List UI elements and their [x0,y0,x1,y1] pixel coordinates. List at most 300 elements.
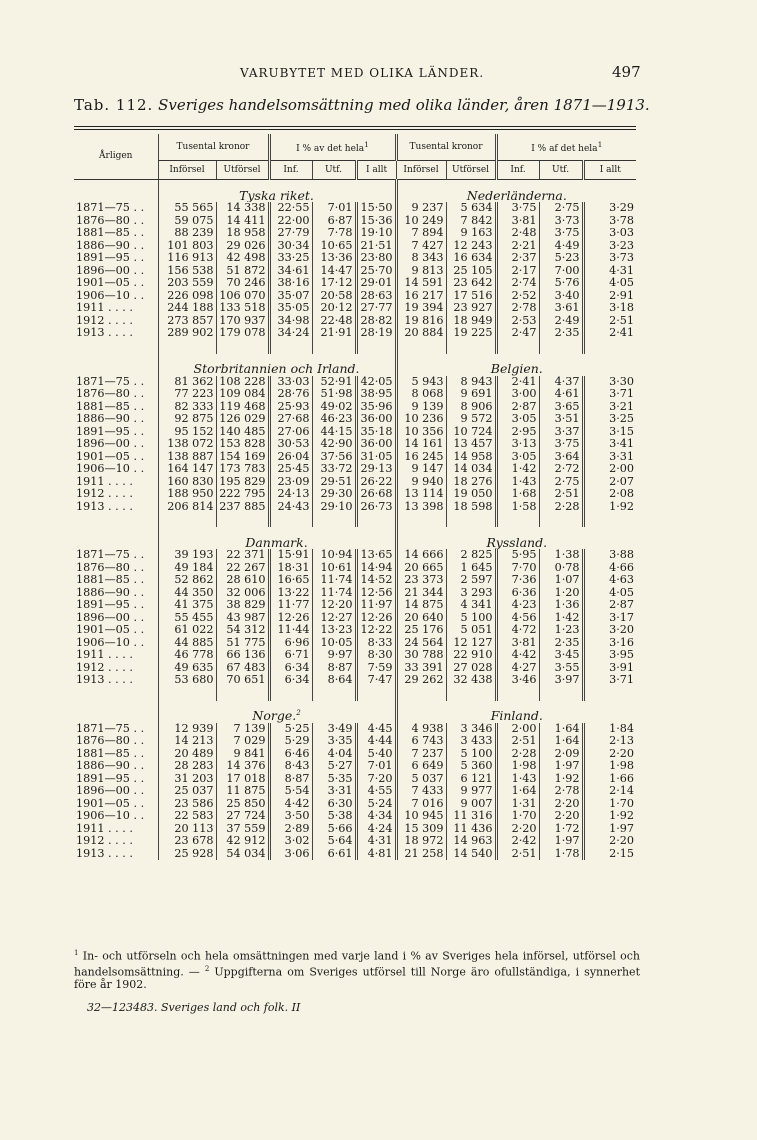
value-cell: 95 152 [158,426,216,439]
value-cell: 38·16 [269,277,312,290]
value-cell: 9 572 [446,413,496,426]
value-cell: 1·97 [539,760,583,773]
value-cell: 4·23 [496,599,539,612]
year-cell: 1871—75 . . [76,375,145,388]
value-cell: 3·71 [583,388,636,401]
value-cell: 70 246 [216,277,269,290]
value-cell: 1·64 [496,785,539,798]
value-cell: 6 649 [396,760,446,773]
value-cell: 3·55 [539,662,583,675]
year-cell: 1901—05 . . [76,624,145,636]
value-cell: 3·05 [496,451,539,464]
value-cell: 9 237 [396,202,446,215]
value-cell: 2·51 [496,848,539,861]
value-cell: 4·31 [356,835,396,848]
value-cell: 12 243 [446,240,496,253]
year-cell: 1913 . . . . [76,500,133,513]
value-cell: 13·65 [356,549,396,562]
table-row [74,327,636,340]
value-cell: 29·01 [356,277,396,290]
value-cell: 41 375 [158,599,216,612]
year-cell: 1901—05 . . [76,450,145,463]
value-cell: 30 788 [396,649,446,662]
table-row [74,277,636,290]
value-cell: 52·91 [312,376,356,389]
value-cell: 9 163 [446,227,496,240]
country-name-right-text: Finland. [490,708,543,723]
value-cell: 23 373 [396,574,446,587]
table-row [74,476,636,489]
value-cell: 3 293 [446,587,496,600]
value-cell: 6·30 [312,798,356,811]
value-cell: 2·75 [539,202,583,215]
table-row [74,798,636,811]
value-cell: 3·75 [539,438,583,451]
value-cell: 27·06 [269,426,312,439]
year-cell: 1896—00 . . [76,611,145,624]
value-cell: 173 783 [216,463,269,476]
percent-header-left [269,134,396,161]
value-cell: 12·27 [312,612,356,625]
value-cell: 2·28 [496,748,539,761]
value-cell: 23·80 [356,252,396,265]
country-name-left-text: Storbritannien och Irland. [193,361,360,376]
trade-table [74,134,636,860]
footnote-mark: 1 [597,140,603,149]
value-cell: 3·05 [496,413,539,426]
value-cell: 3·21 [583,401,636,414]
value-cell: 55 565 [158,202,216,215]
value-cell: 1·97 [539,835,583,848]
value-cell: 22·48 [312,315,356,328]
value-cell: 16·65 [269,574,312,587]
value-cell: 26·04 [269,451,312,464]
value-cell: 21 344 [396,587,446,600]
value-cell: 77 223 [158,388,216,401]
value-cell: 1·42 [539,612,583,625]
section-header-row [74,527,636,549]
value-cell: 25·45 [269,463,312,476]
year-cell: 1876—80 . . [76,735,145,747]
year-cell: 1896—00 . . [76,785,145,797]
table-row [74,810,636,823]
value-cell: 3·50 [269,810,312,823]
table-row [74,612,636,625]
value-cell: 14·47 [312,265,356,278]
value-cell: 3·81 [496,215,539,228]
value-cell: 7·78 [312,227,356,240]
value-cell: 17 018 [216,773,269,786]
value-cell: 12·26 [269,612,312,625]
value-cell: 3·97 [539,674,583,687]
value-cell: 2·87 [583,599,636,612]
thousands-header-right: Tusental kronor [396,134,496,161]
table-row [74,662,636,675]
value-cell: 7 139 [216,723,269,736]
table-row [74,549,636,562]
value-cell: 29·30 [312,488,356,501]
value-cell: 34·61 [269,265,312,278]
value-cell: 222 795 [216,488,269,501]
value-cell: 2·78 [496,302,539,315]
value-cell: 7 016 [396,798,446,811]
value-cell: 3·02 [269,835,312,848]
footnote-mark-2: 2 [204,964,210,973]
value-cell: 2·13 [583,735,636,748]
value-cell: 8·30 [356,649,396,662]
value-cell: 4·44 [356,735,396,748]
footnote-mark: 2 [296,708,301,717]
value-cell: 5 100 [446,748,496,761]
value-cell: 67 483 [216,662,269,675]
value-cell: 22 583 [158,810,216,823]
value-cell: 2·74 [496,277,539,290]
value-cell: 13·23 [312,624,356,637]
value-cell: 51 872 [216,265,269,278]
value-cell: 5·76 [539,277,583,290]
value-cell: 25 850 [216,798,269,811]
value-cell: 3·41 [583,438,636,451]
value-cell: 49 184 [158,562,216,575]
value-cell: 1·97 [583,823,636,836]
value-cell: 10·61 [312,562,356,575]
table-row [74,463,636,476]
year-cell: 1886—90 . . [76,413,145,425]
value-cell: 11·97 [356,599,396,612]
value-cell: 1·58 [496,501,539,514]
imprint [87,1001,300,1014]
value-cell: 7 427 [396,240,446,253]
value-cell: 20·58 [312,290,356,303]
table-row [74,823,636,836]
value-cell: 5·24 [356,798,396,811]
value-cell: 44 350 [158,587,216,600]
value-cell: 7 433 [396,785,446,798]
value-cell: 38·95 [356,388,396,401]
value-cell: 203 559 [158,277,216,290]
value-cell: 19 816 [396,315,446,328]
value-cell: 27 028 [446,662,496,675]
year-cell: 1891—95 . . [76,252,145,264]
value-cell: 273 857 [158,315,216,328]
table-row [74,227,636,240]
value-cell: 9 139 [396,401,446,414]
value-cell: 179 078 [216,327,269,340]
value-cell: 10 236 [396,413,446,426]
value-cell: 20 113 [158,823,216,836]
value-cell: 11·74 [312,574,356,587]
value-cell: 138 072 [158,438,216,451]
table-row [74,315,636,328]
exports-header: Utförsel [216,161,269,180]
value-cell: 12·26 [356,612,396,625]
year-cell: 1871—75 . . [76,722,145,735]
year-cell: 1911 . . . . [76,302,133,314]
value-cell: 26·68 [356,488,396,501]
value-cell: 6·61 [312,848,356,861]
value-cell: 61 022 [158,624,216,637]
value-cell: 1·92 [539,773,583,786]
stub-header: Årligen [74,134,158,180]
value-cell: 2·35 [539,327,583,340]
table-row [74,265,636,278]
value-cell: 2·48 [496,227,539,240]
section-header-row [74,354,636,376]
country-name-left-text: Norge. [252,708,297,723]
footnote-text-2: Uppgifterna om Sveriges utförsel till Norge äro ofullständiga, i synnerhet före år 1902. [74,965,640,992]
value-cell: 20 489 [158,748,216,761]
value-cell: 7·36 [496,574,539,587]
value-cell: 7 894 [396,227,446,240]
value-cell: 5 634 [446,202,496,215]
value-cell: 1·92 [583,810,636,823]
value-cell: 14 591 [396,277,446,290]
value-cell: 2·17 [496,265,539,278]
table-row [74,388,636,401]
value-cell: 4·24 [356,823,396,836]
value-cell: 16 217 [396,290,446,303]
value-cell: 226 098 [158,290,216,303]
page-number: 497 [612,63,641,81]
value-cell: 7·47 [356,674,396,687]
year-cell: 1881—85 . . [76,574,145,586]
value-cell: 3·49 [312,723,356,736]
value-cell: 126 029 [216,413,269,426]
value-cell: 1·64 [539,723,583,736]
value-cell: 24·13 [269,488,312,501]
footnote-mark-1: 1 [74,949,79,957]
value-cell: 1·43 [496,476,539,489]
total-header: I allt [583,161,636,180]
value-cell: 4·04 [312,748,356,761]
imports-header: Införsel [158,161,216,180]
value-cell: 4·81 [356,848,396,861]
value-cell: 4·34 [356,810,396,823]
value-cell: 153 828 [216,438,269,451]
value-cell: 27 724 [216,810,269,823]
value-cell: 88 239 [158,227,216,240]
year-cell: 1901—05 . . [76,797,145,810]
value-cell: 3·40 [539,290,583,303]
country-name-right-text: Ryssland. [486,534,548,549]
value-cell: 42 498 [216,252,269,265]
value-cell: 9 007 [446,798,496,811]
table-row [74,438,636,451]
value-cell: 11 436 [446,823,496,836]
country-name-right [396,527,636,549]
table-row [74,773,636,786]
year-cell: 1913 . . . . [76,327,133,339]
value-cell: 2·20 [583,748,636,761]
utf-header: Utf. [539,161,583,180]
value-cell: 3·13 [496,438,539,451]
value-cell: 82 333 [158,401,216,414]
value-cell: 8 943 [446,376,496,389]
value-cell: 14 034 [446,463,496,476]
value-cell: 32 438 [446,674,496,687]
value-cell: 7 029 [216,735,269,748]
value-cell: 14 958 [446,451,496,464]
value-cell: 28·76 [269,388,312,401]
value-cell: 6·36 [496,587,539,600]
table-row [74,848,636,861]
value-cell: 4 938 [396,723,446,736]
value-cell: 28 283 [158,760,216,773]
value-cell: 66 136 [216,649,269,662]
value-cell: 7·59 [356,662,396,675]
value-cell: 4·61 [539,388,583,401]
value-cell: 289 902 [158,327,216,340]
year-cell: 1891—95 . . [76,599,145,611]
value-cell: 30·34 [269,240,312,253]
value-cell: 14·52 [356,574,396,587]
value-cell: 237 885 [216,501,269,514]
value-cell: 10·94 [312,549,356,562]
value-cell: 3·71 [583,674,636,687]
value-cell: 28 610 [216,574,269,587]
value-cell: 15·36 [356,215,396,228]
value-cell: 25·93 [269,401,312,414]
value-cell: 3·88 [583,549,636,562]
value-cell: 8·43 [269,760,312,773]
value-cell: 2·95 [496,426,539,439]
value-cell: 4·05 [583,277,636,290]
year-cell: 1906—10 . . [76,636,145,649]
value-cell: 2·20 [539,798,583,811]
value-cell: 1·42 [496,463,539,476]
value-cell: 1·38 [539,549,583,562]
value-cell: 3·15 [583,426,636,439]
table-row [74,723,636,736]
value-cell: 4·66 [583,562,636,575]
table-row [74,501,636,514]
year-cell: 1871—75 . . [76,549,145,561]
value-cell: 43 987 [216,612,269,625]
value-cell: 2·51 [539,488,583,501]
country-name-left-text: Danmark. [245,534,308,549]
value-cell: 1·98 [496,760,539,773]
table-row [74,290,636,303]
value-cell: 2·37 [496,252,539,265]
value-cell: 16 634 [446,252,496,265]
value-cell: 33·03 [269,376,312,389]
value-cell: 3·91 [583,662,636,675]
value-cell: 51 775 [216,637,269,650]
value-cell: 4 341 [446,599,496,612]
value-cell: 2·52 [496,290,539,303]
value-cell: 27·79 [269,227,312,240]
value-cell: 14 963 [446,835,496,848]
value-cell: 10 945 [396,810,446,823]
value-cell: 10 724 [446,426,496,439]
year-cell: 1896—00 . . [76,264,145,277]
value-cell: 11 875 [216,785,269,798]
year-cell: 1912 . . . . [76,835,133,847]
value-cell: 206 814 [158,501,216,514]
value-cell: 12 939 [158,723,216,736]
value-cell: 54 312 [216,624,269,637]
table-row [74,760,636,773]
value-cell: 3·45 [539,649,583,662]
value-cell: 10 249 [396,215,446,228]
country-name-right [396,354,636,376]
value-cell: 27·68 [269,413,312,426]
table-row [74,574,636,587]
value-cell: 5·54 [269,785,312,798]
value-cell: 25 928 [158,848,216,861]
value-cell: 109 084 [216,388,269,401]
value-cell: 10·05 [312,637,356,650]
value-cell: 2·49 [539,315,583,328]
exports-header: Utförsel [446,161,496,180]
value-cell: 5 051 [446,624,496,637]
value-cell: 5·40 [356,748,396,761]
value-cell: 14 161 [396,438,446,451]
value-cell: 2·87 [496,401,539,414]
table-caption [74,96,650,114]
value-cell: 23·09 [269,476,312,489]
value-cell: 15 309 [396,823,446,836]
value-cell: 1·92 [583,501,636,514]
value-cell: 17·12 [312,277,356,290]
year-cell: 1896—00 . . [76,438,145,450]
value-cell: 5 100 [446,612,496,625]
value-cell: 81 362 [158,376,216,389]
value-cell: 5·64 [312,835,356,848]
section-header-row [74,701,636,723]
percent-header-right [496,134,636,161]
value-cell: 22·55 [269,202,312,215]
value-cell: 5·35 [312,773,356,786]
value-cell: 8 068 [396,388,446,401]
value-cell: 26·22 [356,476,396,489]
country-name-left [158,180,396,203]
value-cell: 42 912 [216,835,269,848]
value-cell: 5·23 [539,252,583,265]
value-cell: 6·96 [269,637,312,650]
country-name-right-text: Nederländerna. [466,187,567,202]
country-name-right [396,701,636,723]
value-cell: 46 778 [158,649,216,662]
value-cell: 8 343 [396,252,446,265]
value-cell: 2·51 [583,315,636,328]
value-cell: 3·73 [583,252,636,265]
value-cell: 21·91 [312,327,356,340]
value-cell: 13·36 [312,252,356,265]
value-cell: 35·96 [356,401,396,414]
value-cell: 21·51 [356,240,396,253]
value-cell: 138 887 [158,451,216,464]
value-cell: 10·65 [312,240,356,253]
country-name-right [396,180,636,203]
footnote-mark: 1 [364,140,369,149]
table-label: Tab. 112. [74,96,154,114]
value-cell: 19 050 [446,488,496,501]
value-cell: 18 958 [216,227,269,240]
value-cell: 2·20 [539,810,583,823]
value-cell: 52 862 [158,574,216,587]
value-cell: 9·97 [312,649,356,662]
value-cell: 28·82 [356,315,396,328]
value-cell: 5·29 [269,735,312,748]
value-cell: 22 371 [216,549,269,562]
value-cell: 2 597 [446,574,496,587]
value-cell: 18 276 [446,476,496,489]
value-cell: 32 006 [216,587,269,600]
value-cell: 7·20 [356,773,396,786]
value-cell: 3 346 [446,723,496,736]
table-row [74,215,636,228]
